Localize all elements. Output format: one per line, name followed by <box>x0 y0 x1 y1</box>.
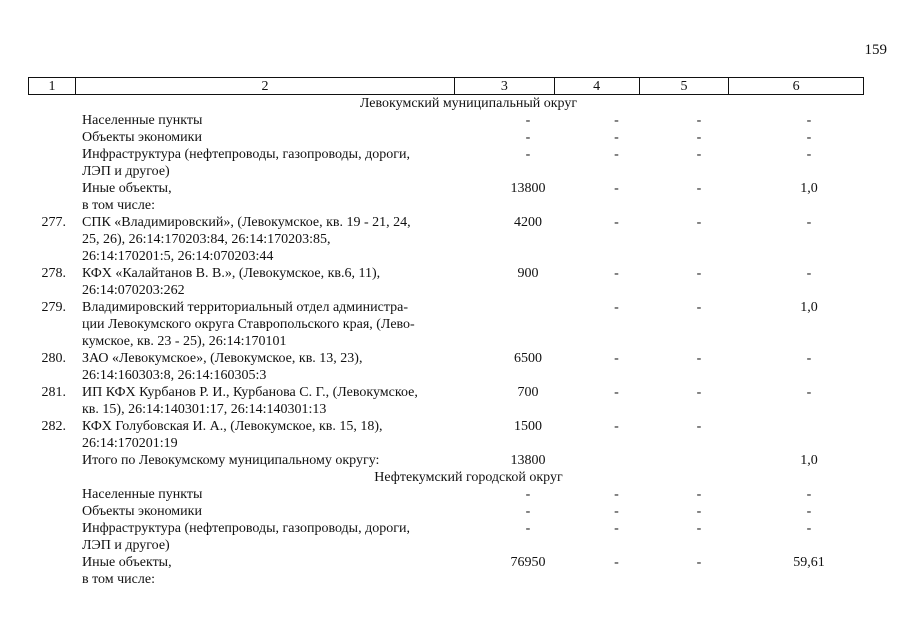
row-value-c3: 13800 <box>510 181 546 196</box>
row-description <box>74 418 454 452</box>
row-value-c3: - <box>525 130 531 145</box>
row-value-c4: - <box>614 504 619 519</box>
description-line: Владимировский территориальный отдел администра- <box>82 300 409 315</box>
row-value-c3: - <box>525 504 531 519</box>
row-value-c5: - <box>696 181 702 196</box>
description-line: КФХ Голубовская И. А., (Левокумское, кв. 15, 18), <box>82 419 383 434</box>
description-line: ЛЭП и другое) <box>82 164 170 179</box>
row-number <box>28 146 74 180</box>
row-value-c6: - <box>806 266 812 281</box>
row-number: 282. <box>41 419 66 434</box>
description-line: КФХ «Калайтанов В. В.», (Левокумское, кв.6, 11), <box>82 266 381 281</box>
row-value-c4: - <box>614 130 619 145</box>
row-value-c4: - <box>614 147 619 162</box>
row-value-c6: 59,61 <box>793 555 825 570</box>
column-header-3: 3 <box>454 78 554 94</box>
description-line: Итого по Левокумскому муниципальному округу: <box>82 453 380 468</box>
description-line: 26:14:160303:8, 26:14:160305:3 <box>82 368 267 383</box>
description-line: Инфраструктура (нефтепроводы, газопроводы, дороги, <box>82 521 410 536</box>
description-line: ЗАО «Левокумское», (Левокумское, кв. 13, 23), <box>82 351 363 366</box>
row-number: 278. <box>41 266 66 281</box>
row-value-c4: - <box>614 351 619 366</box>
row-value-c5 <box>639 452 729 469</box>
description-line: ЛЭП и другое) <box>82 538 170 553</box>
row-description <box>74 503 454 520</box>
row-value-c5: - <box>696 130 702 145</box>
row-value-c4: - <box>614 487 619 502</box>
description-line: Объекты экономики <box>82 130 202 145</box>
row-description <box>74 384 454 418</box>
table-row <box>28 180 864 214</box>
row-value-c5: - <box>696 504 702 519</box>
row-description <box>74 486 454 503</box>
column-header-1: 1 <box>48 79 56 94</box>
description-line: 26:14:070203:262 <box>82 283 185 298</box>
row-value-c4: - <box>614 385 619 400</box>
row-value-c4: - <box>614 181 619 196</box>
row-value-c4 <box>554 452 639 469</box>
row-number <box>28 112 74 129</box>
table-row <box>28 452 864 469</box>
row-value-c3: 1500 <box>514 419 542 434</box>
table-row <box>28 554 864 588</box>
description-line: ИП КФХ Курбанов Р. И., Курбанова С. Г., (Левокумское, <box>82 385 418 400</box>
row-value-c6: - <box>806 130 812 145</box>
document-table <box>28 77 864 588</box>
table-row <box>28 129 864 146</box>
row-value-c6: 1,0 <box>800 453 818 468</box>
row-number: 279. <box>41 300 66 315</box>
section-title: Левокумский муниципальный округ <box>359 96 578 111</box>
description-line: Иные объекты, <box>82 555 172 570</box>
description-line: 26:14:170201:5, 26:14:070203:44 <box>82 249 274 264</box>
description-line: кв. 15), 26:14:140301:17, 26:14:140301:13 <box>82 402 327 417</box>
description-line: в том числе: <box>82 572 155 587</box>
column-header-2: 2 <box>75 78 454 94</box>
description-line: Населенные пункты <box>82 487 203 502</box>
row-number <box>28 486 74 503</box>
page-number: 159 <box>864 42 887 58</box>
table-row <box>28 146 864 180</box>
table-row <box>28 214 864 265</box>
row-description <box>74 112 454 129</box>
row-value-c6: 1,0 <box>800 300 818 315</box>
row-value-c6: - <box>806 351 812 366</box>
row-value-c5: - <box>696 351 702 366</box>
row-value-c6: - <box>806 215 812 230</box>
row-number <box>28 180 74 214</box>
row-value-c4: - <box>614 215 619 230</box>
row-number <box>28 503 74 520</box>
description-line: Объекты экономики <box>82 504 202 519</box>
row-value-c3: - <box>525 521 531 536</box>
row-value-c3: 700 <box>517 385 539 400</box>
row-number: 280. <box>41 351 66 366</box>
row-value-c3: - <box>525 487 531 502</box>
row-value-c4: - <box>614 300 619 315</box>
row-value-c6: 1,0 <box>800 181 818 196</box>
row-value-c5: - <box>696 215 702 230</box>
row-value-c4: - <box>614 521 619 536</box>
column-header-6: 6 <box>728 78 863 94</box>
table-row <box>28 112 864 129</box>
row-description <box>74 214 454 265</box>
description-line: Инфраструктура (нефтепроводы, газопроводы, дороги, <box>82 147 410 162</box>
table-row <box>28 520 864 554</box>
table-row <box>28 265 864 299</box>
table-row <box>28 418 864 452</box>
row-value-c6: - <box>806 521 812 536</box>
table-row <box>28 384 864 418</box>
description-line: Населенные пункты <box>82 113 203 128</box>
row-value-c3: - <box>525 147 531 162</box>
table-row <box>28 299 864 350</box>
row-value-c3: 4200 <box>514 215 542 230</box>
row-number: 277. <box>41 215 66 230</box>
row-value-c4: - <box>614 113 619 128</box>
row-value-c5: - <box>696 113 702 128</box>
row-value-c4: - <box>614 419 619 434</box>
row-value-c5: - <box>696 419 702 434</box>
row-number <box>28 554 74 588</box>
row-description <box>74 299 454 350</box>
row-value-c3: 900 <box>517 266 539 281</box>
column-header-4: 4 <box>554 78 639 94</box>
row-value-c5: - <box>696 147 702 162</box>
row-value-c3: 6500 <box>514 351 542 366</box>
row-value-c5: - <box>696 385 702 400</box>
row-number <box>28 520 74 554</box>
row-value-c6: - <box>806 385 812 400</box>
row-number <box>28 129 74 146</box>
row-description <box>74 129 454 146</box>
row-description <box>74 265 454 299</box>
row-description <box>74 146 454 180</box>
row-value-c6: - <box>806 147 812 162</box>
row-value-c6 <box>729 418 864 452</box>
description-line: СПК «Владимировский», (Левокумское, кв. 19 - 21, 24, <box>82 215 411 230</box>
row-value-c6: - <box>806 504 812 519</box>
row-description <box>74 350 454 384</box>
description-line: в том числе: <box>82 198 155 213</box>
row-description <box>74 554 454 588</box>
row-value-c5: - <box>696 487 702 502</box>
row-description <box>74 180 454 214</box>
description-line: 26:14:170201:19 <box>82 436 178 451</box>
description-line: Иные объекты, <box>82 181 172 196</box>
table-header <box>28 77 864 95</box>
description-line: 25, 26), 26:14:170203:84, 26:14:170203:85, <box>82 232 331 247</box>
row-value-c3: - <box>525 113 531 128</box>
table-row <box>28 503 864 520</box>
column-header-5: 5 <box>639 78 729 94</box>
row-value-c3: 13800 <box>510 453 546 468</box>
table-row <box>28 486 864 503</box>
description-line: кумское, кв. 23 - 25), 26:14:170101 <box>82 334 287 349</box>
row-number: 281. <box>41 385 66 400</box>
table-body <box>28 95 864 588</box>
table-row <box>28 350 864 384</box>
section-title: Нефтекумский городской округ <box>374 470 563 485</box>
row-number <box>28 452 74 469</box>
row-value-c6: - <box>806 113 812 128</box>
row-description <box>74 452 454 469</box>
row-value-c6: - <box>806 487 812 502</box>
row-value-c3: 76950 <box>510 555 546 570</box>
row-value-c5: - <box>696 266 702 281</box>
row-value-c4: - <box>614 266 619 281</box>
row-value-c4: - <box>614 555 619 570</box>
row-value-c5: - <box>696 521 702 536</box>
row-value-c3 <box>454 299 554 350</box>
row-description <box>74 520 454 554</box>
description-line: ции Левокумского округа Ставропольского края, (Лево- <box>82 317 415 332</box>
row-value-c5: - <box>696 300 702 315</box>
row-value-c5: - <box>696 555 702 570</box>
